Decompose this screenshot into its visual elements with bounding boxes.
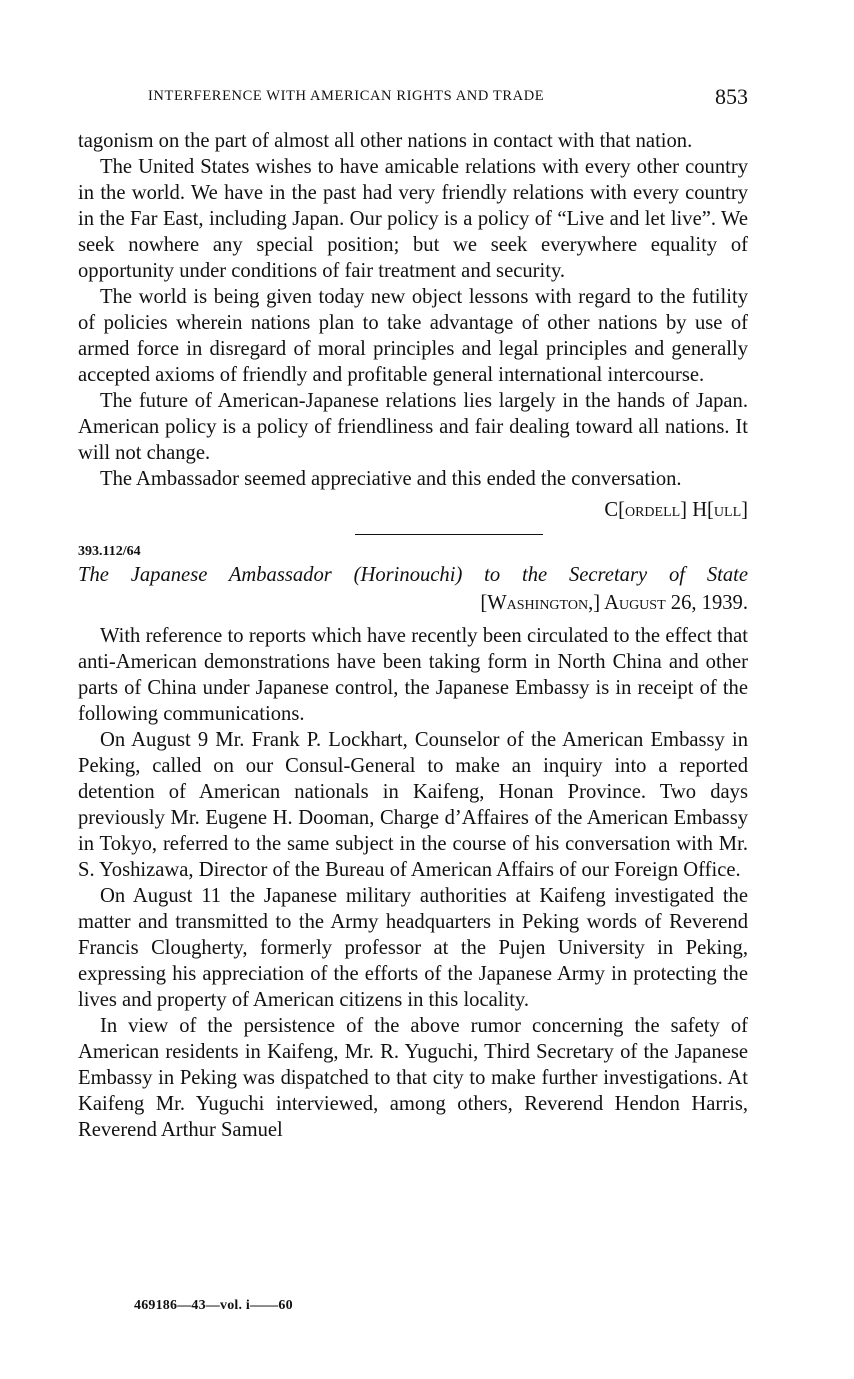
dateline: [Washington,] August 26, 1939. [480,592,748,614]
paragraph-august-9: On August 9 Mr. Frank P. Lockhart, Counselor of the American Embassy in Peking, called on our Consul-General to make an inquiry into a reported detention of American nationals in Kaifeng, Honan Province. Two days previously Mr. Eugene H. Dooman, Charge d’Affaires of the American Embassy in Tokyo, referred to the same subject in the course of his conversation with Mr. S. Yoshizawa, Director of the Bureau of American Affairs of our Foreign Office. [78,729,748,881]
paragraph-future-relations: The future of American-Japanese relations lies largely in the hands of Japan. American policy is a policy of friendliness and fair dealing toward all nations. It will not change. [78,390,748,464]
paragraph-kaifeng-investigation: In view of the persistence of the above rumor concerning the safety of American residents in Kaifeng, Mr. R. Yuguchi, Third Secretary of the Japanese Embassy in Peking was dispatched to that city to make further investigations. At Kaifeng Mr. Yuguchi interviewed, among others, Reverend Hendon Harris, Reverend Arthur Samuel [78,1015,748,1141]
paragraph-continuation: tagonism on the part of almost all other nations in contact with that nation. [78,130,693,152]
paragraph-amicable-relations: The United States wishes to have amicable relations with every other country in the world. We have in the past had very friendly relations with every country in the Far East, including Japan. Our policy is a policy of “Live and let live”. We seek nowhere any special position; but we seek everywhere equality of opportunity under conditions of fair treatment and security. [78,156,748,282]
footer-print-code: 469186—43—vol. i——60 [134,1298,293,1313]
paragraph-object-lessons: The world is being given today new object lessons with regard to the futility of policies wherein nations plan to take advantage of other nations by use of armed force in disregard of moral principles and legal principles and generally accepted axioms of friendly and profitable general international intercourse. [78,286,748,386]
paragraph-august-11: On August 11 the Japanese military authorities at Kaifeng investigated the matter and transmitted to the Army headquarters in Peking words of Reverend Francis Clougherty, formerly professor at the Pujen University in Peking, expressing his appreciation of the efforts of the Japanese Army in protecting the lives and property of American citizens in this locality. [78,885,748,1011]
document-title: The Japanese Ambassador (Horinouchi) to the Secretary of State [78,564,748,586]
paragraph-conversation-end: The Ambassador seemed appreciative and this ended the conversation. [100,468,682,490]
signature: C[ordell] H[ull] [604,499,748,521]
running-head: INTERFERENCE WITH AMERICAN RIGHTS AND TRADE [148,88,545,104]
body-text [78,128,748,1143]
file-number: 393.112/64 [78,544,141,559]
page-number: 853 [715,84,748,109]
section-divider [355,534,543,535]
paragraph-reports: With reference to reports which have recently been circulated to the effect that anti-American demonstrations have been taking form in North China and other parts of China under Japanese control, the Japanese Embassy is in receipt of the following communications. [78,625,748,725]
